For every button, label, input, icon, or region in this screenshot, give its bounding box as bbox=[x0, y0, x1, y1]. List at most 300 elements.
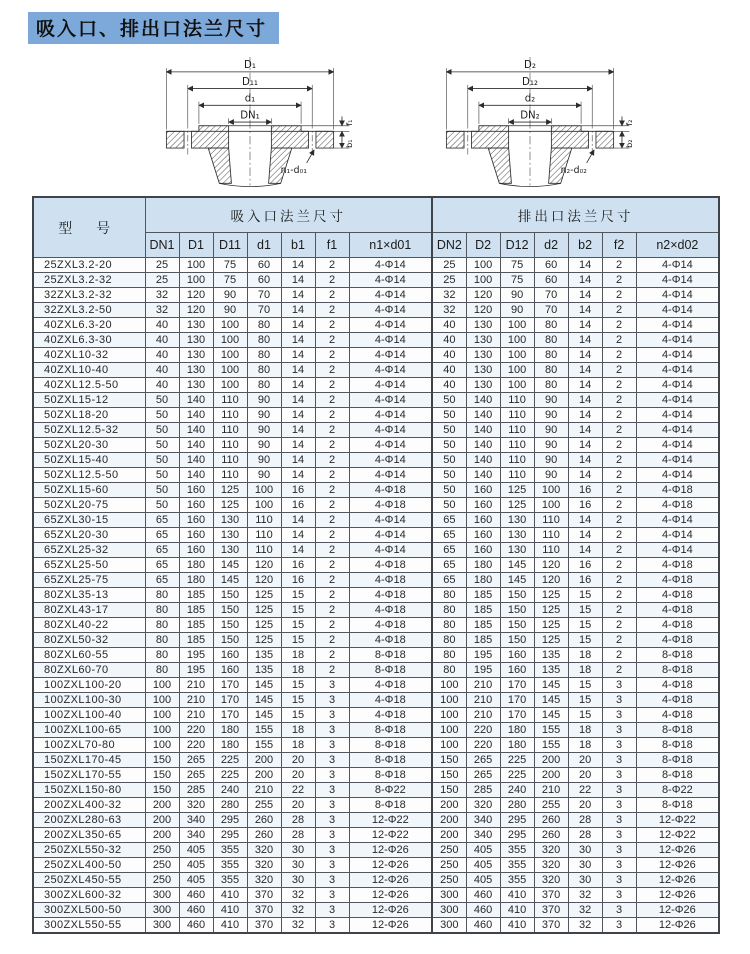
value-cell-dn1: 50 bbox=[145, 453, 179, 468]
value-cell-d11: 145 bbox=[213, 573, 247, 588]
model-cell: 250ZXL450-55 bbox=[33, 873, 145, 888]
value-cell-dn1: 32 bbox=[145, 288, 179, 303]
value-cell-dn2: 40 bbox=[432, 333, 466, 348]
value-cell-d12: 170 bbox=[500, 708, 534, 723]
model-cell: 32ZXL3.2-32 bbox=[33, 288, 145, 303]
value-cell-d2-face: 90 bbox=[534, 423, 568, 438]
value-cell-d1-face: 125 bbox=[247, 603, 281, 618]
table-row bbox=[33, 438, 719, 453]
value-cell-dn1: 250 bbox=[145, 858, 179, 873]
label-face-diameter-d2: d₂ bbox=[524, 93, 536, 105]
value-cell-d1-face: 320 bbox=[247, 873, 281, 888]
value-cell-d2: 195 bbox=[466, 648, 500, 663]
value-cell-d2-face: 100 bbox=[534, 483, 568, 498]
value-cell-f2: 2 bbox=[602, 528, 636, 543]
value-cell-d12: 130 bbox=[500, 528, 534, 543]
value-cell-d2: 100 bbox=[466, 258, 500, 273]
value-cell-n1xd01: 4-Φ18 bbox=[349, 693, 432, 708]
value-cell-d2-face: 120 bbox=[534, 558, 568, 573]
value-cell-d1-face: 200 bbox=[247, 753, 281, 768]
table-row bbox=[33, 648, 719, 663]
value-cell-d11: 100 bbox=[213, 363, 247, 378]
value-cell-dn2: 250 bbox=[432, 843, 466, 858]
value-cell-d12: 110 bbox=[500, 393, 534, 408]
model-cell: 80ZXL60-70 bbox=[33, 663, 145, 678]
value-cell-dn1: 40 bbox=[145, 378, 179, 393]
value-cell-dn1: 80 bbox=[145, 588, 179, 603]
value-cell-d12: 100 bbox=[500, 318, 534, 333]
label-bore-dn2: DN₂ bbox=[520, 110, 540, 122]
value-cell-b1: 32 bbox=[281, 888, 315, 903]
value-cell-n2xd02: 4-Φ18 bbox=[636, 498, 719, 513]
table-row bbox=[33, 483, 719, 498]
value-cell-b1: 14 bbox=[281, 303, 315, 318]
value-cell-f2: 2 bbox=[602, 588, 636, 603]
value-cell-n2xd02: 4-Φ14 bbox=[636, 438, 719, 453]
value-cell-f1: 2 bbox=[315, 573, 349, 588]
value-cell-dn2: 32 bbox=[432, 303, 466, 318]
value-cell-f1: 2 bbox=[315, 663, 349, 678]
value-cell-d2: 160 bbox=[466, 543, 500, 558]
model-cell: 200ZXL280-63 bbox=[33, 813, 145, 828]
value-cell-dn1: 250 bbox=[145, 843, 179, 858]
value-cell-d11: 180 bbox=[213, 738, 247, 753]
value-cell-d1: 185 bbox=[179, 618, 213, 633]
value-cell-dn2: 32 bbox=[432, 288, 466, 303]
value-cell-d12: 110 bbox=[500, 408, 534, 423]
value-cell-n2xd02: 4-Φ14 bbox=[636, 258, 719, 273]
value-cell-d1: 160 bbox=[179, 543, 213, 558]
table-row bbox=[33, 663, 719, 678]
value-cell-d12: 410 bbox=[500, 903, 534, 918]
value-cell-dn1: 300 bbox=[145, 903, 179, 918]
value-cell-d11: 240 bbox=[213, 783, 247, 798]
value-cell-d12: 240 bbox=[500, 783, 534, 798]
value-cell-d2: 185 bbox=[466, 618, 500, 633]
table-row bbox=[33, 783, 719, 798]
value-cell-f1: 2 bbox=[315, 618, 349, 633]
value-cell-d1-face: 80 bbox=[247, 378, 281, 393]
value-cell-dn1: 200 bbox=[145, 798, 179, 813]
column-header-d11: D11 bbox=[213, 233, 247, 258]
value-cell-d1: 140 bbox=[179, 393, 213, 408]
value-cell-d1: 160 bbox=[179, 528, 213, 543]
value-cell-d2-face: 80 bbox=[534, 318, 568, 333]
value-cell-d2-face: 320 bbox=[534, 843, 568, 858]
value-cell-f1: 3 bbox=[315, 873, 349, 888]
value-cell-f2: 2 bbox=[602, 468, 636, 483]
value-cell-d2-face: 320 bbox=[534, 873, 568, 888]
value-cell-f2: 2 bbox=[602, 483, 636, 498]
value-cell-n1xd01: 4-Φ14 bbox=[349, 273, 432, 288]
value-cell-dn1: 50 bbox=[145, 498, 179, 513]
value-cell-d1-face: 90 bbox=[247, 468, 281, 483]
value-cell-d1-face: 370 bbox=[247, 918, 281, 934]
value-cell-d2: 210 bbox=[466, 693, 500, 708]
value-cell-b1: 15 bbox=[281, 693, 315, 708]
value-cell-d1-face: 110 bbox=[247, 543, 281, 558]
table-row bbox=[33, 618, 719, 633]
value-cell-dn2: 150 bbox=[432, 753, 466, 768]
table-row bbox=[33, 423, 719, 438]
value-cell-f1: 3 bbox=[315, 888, 349, 903]
value-cell-n2xd02: 8-Φ18 bbox=[636, 798, 719, 813]
value-cell-n2xd02: 8-Φ18 bbox=[636, 738, 719, 753]
value-cell-n2xd02: 4-Φ14 bbox=[636, 333, 719, 348]
value-cell-d1: 320 bbox=[179, 798, 213, 813]
value-cell-dn2: 50 bbox=[432, 453, 466, 468]
value-cell-d1: 340 bbox=[179, 828, 213, 843]
value-cell-b2: 30 bbox=[568, 843, 602, 858]
value-cell-d11: 410 bbox=[213, 918, 247, 934]
value-cell-n1xd01: 12-Φ26 bbox=[349, 918, 432, 934]
value-cell-d2-face: 255 bbox=[534, 798, 568, 813]
value-cell-d12: 355 bbox=[500, 843, 534, 858]
value-cell-n2xd02: 4-Φ18 bbox=[636, 603, 719, 618]
value-cell-dn1: 100 bbox=[145, 693, 179, 708]
value-cell-d2: 460 bbox=[466, 903, 500, 918]
value-cell-d12: 110 bbox=[500, 453, 534, 468]
value-cell-d1: 130 bbox=[179, 348, 213, 363]
value-cell-d12: 410 bbox=[500, 918, 534, 934]
table-row bbox=[33, 903, 719, 918]
value-cell-n1xd01: 4-Φ14 bbox=[349, 318, 432, 333]
value-cell-d11: 110 bbox=[213, 408, 247, 423]
value-cell-b1: 14 bbox=[281, 378, 315, 393]
value-cell-dn1: 40 bbox=[145, 333, 179, 348]
value-cell-d2-face: 90 bbox=[534, 438, 568, 453]
value-cell-d1: 405 bbox=[179, 843, 213, 858]
value-cell-f2: 2 bbox=[602, 558, 636, 573]
value-cell-d1-face: 60 bbox=[247, 273, 281, 288]
value-cell-n2xd02: 8-Φ18 bbox=[636, 768, 719, 783]
model-cell: 300ZXL500-50 bbox=[33, 903, 145, 918]
model-cell: 250ZXL550-32 bbox=[33, 843, 145, 858]
discharge-flange-diagram bbox=[416, 44, 644, 188]
value-cell-dn2: 200 bbox=[432, 828, 466, 843]
value-cell-f2: 3 bbox=[602, 843, 636, 858]
value-cell-d11: 130 bbox=[213, 543, 247, 558]
value-cell-b2: 14 bbox=[568, 288, 602, 303]
value-cell-b2: 18 bbox=[568, 738, 602, 753]
value-cell-n1xd01: 4-Φ14 bbox=[349, 333, 432, 348]
value-cell-dn2: 65 bbox=[432, 528, 466, 543]
suction-group-header: 吸入口法兰尺寸 bbox=[145, 197, 432, 233]
value-cell-d1: 140 bbox=[179, 408, 213, 423]
value-cell-d2: 160 bbox=[466, 483, 500, 498]
value-cell-dn2: 40 bbox=[432, 363, 466, 378]
table-row bbox=[33, 528, 719, 543]
value-cell-d1: 100 bbox=[179, 258, 213, 273]
value-cell-d1-face: 155 bbox=[247, 723, 281, 738]
value-cell-f2: 2 bbox=[602, 603, 636, 618]
value-cell-d12: 355 bbox=[500, 858, 534, 873]
value-cell-b1: 20 bbox=[281, 798, 315, 813]
value-cell-n2xd02: 8-Φ18 bbox=[636, 648, 719, 663]
column-header-b2: b2 bbox=[568, 233, 602, 258]
value-cell-d2-face: 125 bbox=[534, 588, 568, 603]
value-cell-dn2: 200 bbox=[432, 813, 466, 828]
value-cell-d1: 120 bbox=[179, 303, 213, 318]
value-cell-d2-face: 135 bbox=[534, 663, 568, 678]
value-cell-f2: 3 bbox=[602, 708, 636, 723]
value-cell-d1-face: 100 bbox=[247, 498, 281, 513]
value-cell-b2: 20 bbox=[568, 753, 602, 768]
value-cell-d11: 355 bbox=[213, 873, 247, 888]
value-cell-f2: 3 bbox=[602, 888, 636, 903]
value-cell-f2: 2 bbox=[602, 393, 636, 408]
value-cell-dn2: 150 bbox=[432, 768, 466, 783]
table-row bbox=[33, 918, 719, 934]
value-cell-f2: 2 bbox=[602, 423, 636, 438]
value-cell-d1-face: 135 bbox=[247, 663, 281, 678]
model-cell: 300ZXL600-32 bbox=[33, 888, 145, 903]
value-cell-d1-face: 90 bbox=[247, 408, 281, 423]
value-cell-b1: 14 bbox=[281, 333, 315, 348]
value-cell-n2xd02: 12-Φ26 bbox=[636, 888, 719, 903]
value-cell-dn1: 200 bbox=[145, 828, 179, 843]
table-row bbox=[33, 558, 719, 573]
value-cell-b2: 16 bbox=[568, 483, 602, 498]
value-cell-f1: 3 bbox=[315, 708, 349, 723]
model-cell: 200ZXL400-32 bbox=[33, 798, 145, 813]
value-cell-f1: 2 bbox=[315, 438, 349, 453]
value-cell-d1-face: 70 bbox=[247, 288, 281, 303]
value-cell-b1: 14 bbox=[281, 273, 315, 288]
value-cell-b2: 14 bbox=[568, 423, 602, 438]
column-header-f1: f1 bbox=[315, 233, 349, 258]
value-cell-f1: 3 bbox=[315, 768, 349, 783]
value-cell-n1xd01: 12-Φ26 bbox=[349, 858, 432, 873]
value-cell-b1: 32 bbox=[281, 918, 315, 934]
value-cell-f1: 3 bbox=[315, 813, 349, 828]
value-cell-d2-face: 120 bbox=[534, 573, 568, 588]
value-cell-dn2: 50 bbox=[432, 498, 466, 513]
value-cell-n1xd01: 4-Φ18 bbox=[349, 633, 432, 648]
value-cell-dn2: 65 bbox=[432, 543, 466, 558]
value-cell-n1xd01: 4-Φ18 bbox=[349, 498, 432, 513]
column-header-dn1: DN1 bbox=[145, 233, 179, 258]
value-cell-f1: 3 bbox=[315, 858, 349, 873]
value-cell-f2: 2 bbox=[602, 573, 636, 588]
value-cell-d11: 110 bbox=[213, 453, 247, 468]
value-cell-d12: 150 bbox=[500, 603, 534, 618]
value-cell-f2: 2 bbox=[602, 648, 636, 663]
model-cell: 150ZXL150-80 bbox=[33, 783, 145, 798]
table-row bbox=[33, 333, 719, 348]
value-cell-d1-face: 260 bbox=[247, 828, 281, 843]
value-cell-b1: 14 bbox=[281, 453, 315, 468]
value-cell-b1: 30 bbox=[281, 858, 315, 873]
value-cell-n2xd02: 4-Φ18 bbox=[636, 708, 719, 723]
value-cell-d11: 355 bbox=[213, 843, 247, 858]
value-cell-n2xd02: 4-Φ14 bbox=[636, 543, 719, 558]
value-cell-b2: 28 bbox=[568, 813, 602, 828]
value-cell-f2: 2 bbox=[602, 378, 636, 393]
value-cell-dn1: 50 bbox=[145, 483, 179, 498]
value-cell-d11: 150 bbox=[213, 603, 247, 618]
value-cell-n1xd01: 4-Φ18 bbox=[349, 678, 432, 693]
model-cell: 50ZXL15-12 bbox=[33, 393, 145, 408]
value-cell-dn1: 32 bbox=[145, 303, 179, 318]
value-cell-d2: 460 bbox=[466, 888, 500, 903]
column-header-n2xd02: n2×d02 bbox=[636, 233, 719, 258]
value-cell-d2-face: 110 bbox=[534, 543, 568, 558]
value-cell-f1: 2 bbox=[315, 498, 349, 513]
value-cell-dn1: 65 bbox=[145, 573, 179, 588]
model-cell: 40ZXL10-32 bbox=[33, 348, 145, 363]
model-cell: 250ZXL400-50 bbox=[33, 858, 145, 873]
value-cell-d11: 160 bbox=[213, 648, 247, 663]
value-cell-d1-face: 370 bbox=[247, 888, 281, 903]
value-cell-d12: 110 bbox=[500, 423, 534, 438]
value-cell-b2: 16 bbox=[568, 498, 602, 513]
value-cell-b1: 30 bbox=[281, 873, 315, 888]
column-header-d1: D1 bbox=[179, 233, 213, 258]
value-cell-d1-face: 255 bbox=[247, 798, 281, 813]
value-cell-f2: 2 bbox=[602, 438, 636, 453]
value-cell-d12: 170 bbox=[500, 678, 534, 693]
value-cell-d2: 220 bbox=[466, 738, 500, 753]
flange-dimensions-table bbox=[32, 196, 720, 934]
value-cell-b2: 32 bbox=[568, 903, 602, 918]
column-header-d12: D12 bbox=[500, 233, 534, 258]
table-row bbox=[33, 843, 719, 858]
value-cell-d1-face: 110 bbox=[247, 513, 281, 528]
value-cell-d12: 410 bbox=[500, 888, 534, 903]
value-cell-b1: 15 bbox=[281, 678, 315, 693]
value-cell-d2-face: 370 bbox=[534, 918, 568, 934]
table-row bbox=[33, 828, 719, 843]
model-cell: 65ZXL25-32 bbox=[33, 543, 145, 558]
model-cell: 100ZXL100-65 bbox=[33, 723, 145, 738]
value-cell-f1: 2 bbox=[315, 408, 349, 423]
value-cell-b2: 32 bbox=[568, 918, 602, 934]
value-cell-d2-face: 100 bbox=[534, 498, 568, 513]
value-cell-d1: 180 bbox=[179, 573, 213, 588]
value-cell-d11: 355 bbox=[213, 858, 247, 873]
value-cell-f1: 2 bbox=[315, 378, 349, 393]
value-cell-b1: 14 bbox=[281, 363, 315, 378]
value-cell-d1: 130 bbox=[179, 333, 213, 348]
value-cell-f1: 2 bbox=[315, 648, 349, 663]
model-cell: 40ZXL10-40 bbox=[33, 363, 145, 378]
model-cell: 32ZXL3.2-50 bbox=[33, 303, 145, 318]
value-cell-n2xd02: 8-Φ18 bbox=[636, 663, 719, 678]
value-cell-d2-face: 260 bbox=[534, 813, 568, 828]
value-cell-d2: 185 bbox=[466, 603, 500, 618]
value-cell-dn2: 100 bbox=[432, 708, 466, 723]
value-cell-n1xd01: 12-Φ22 bbox=[349, 813, 432, 828]
value-cell-d2-face: 70 bbox=[534, 303, 568, 318]
value-cell-d1: 405 bbox=[179, 873, 213, 888]
table-row bbox=[33, 303, 719, 318]
value-cell-d2-face: 80 bbox=[534, 378, 568, 393]
value-cell-d2: 460 bbox=[466, 918, 500, 934]
suction-flange-diagram bbox=[136, 44, 364, 188]
value-cell-dn2: 100 bbox=[432, 723, 466, 738]
value-cell-n2xd02: 12-Φ26 bbox=[636, 903, 719, 918]
value-cell-f2: 2 bbox=[602, 288, 636, 303]
value-cell-n2xd02: 4-Φ14 bbox=[636, 468, 719, 483]
value-cell-d1: 265 bbox=[179, 768, 213, 783]
value-cell-f1: 2 bbox=[315, 513, 349, 528]
value-cell-b2: 14 bbox=[568, 453, 602, 468]
value-cell-f1: 2 bbox=[315, 288, 349, 303]
value-cell-b1: 14 bbox=[281, 318, 315, 333]
column-header-dn2: DN2 bbox=[432, 233, 466, 258]
model-cell: 300ZXL550-55 bbox=[33, 918, 145, 934]
value-cell-dn2: 80 bbox=[432, 633, 466, 648]
value-cell-d2-face: 90 bbox=[534, 453, 568, 468]
value-cell-f1: 3 bbox=[315, 693, 349, 708]
table-row bbox=[33, 723, 719, 738]
value-cell-d11: 110 bbox=[213, 438, 247, 453]
value-cell-b1: 18 bbox=[281, 648, 315, 663]
value-cell-f1: 2 bbox=[315, 603, 349, 618]
label-face-height-f2: f₂ bbox=[624, 119, 635, 126]
value-cell-f2: 3 bbox=[602, 723, 636, 738]
value-cell-d11: 170 bbox=[213, 693, 247, 708]
value-cell-n1xd01: 12-Φ22 bbox=[349, 828, 432, 843]
value-cell-b2: 20 bbox=[568, 768, 602, 783]
value-cell-d11: 75 bbox=[213, 258, 247, 273]
value-cell-b2: 14 bbox=[568, 528, 602, 543]
value-cell-d2-face: 90 bbox=[534, 393, 568, 408]
value-cell-d12: 130 bbox=[500, 543, 534, 558]
value-cell-f1: 3 bbox=[315, 903, 349, 918]
value-cell-d12: 295 bbox=[500, 813, 534, 828]
value-cell-d11: 150 bbox=[213, 588, 247, 603]
value-cell-d2: 185 bbox=[466, 633, 500, 648]
value-cell-f2: 3 bbox=[602, 873, 636, 888]
column-header-n1xd01: n1×d01 bbox=[349, 233, 432, 258]
value-cell-d12: 100 bbox=[500, 333, 534, 348]
value-cell-n1xd01: 4-Φ14 bbox=[349, 378, 432, 393]
value-cell-d1: 185 bbox=[179, 603, 213, 618]
value-cell-b1: 16 bbox=[281, 498, 315, 513]
model-cell: 40ZXL6.3-30 bbox=[33, 333, 145, 348]
value-cell-n1xd01: 4-Φ18 bbox=[349, 558, 432, 573]
value-cell-d2-face: 145 bbox=[534, 708, 568, 723]
value-cell-b2: 15 bbox=[568, 633, 602, 648]
value-cell-d1-face: 100 bbox=[247, 483, 281, 498]
value-cell-n2xd02: 4-Φ14 bbox=[636, 528, 719, 543]
value-cell-d2-face: 370 bbox=[534, 903, 568, 918]
value-cell-d1: 210 bbox=[179, 708, 213, 723]
value-cell-dn1: 80 bbox=[145, 618, 179, 633]
value-cell-d1-face: 125 bbox=[247, 588, 281, 603]
value-cell-f2: 3 bbox=[602, 738, 636, 753]
value-cell-n1xd01: 4-Φ14 bbox=[349, 513, 432, 528]
value-cell-f1: 2 bbox=[315, 633, 349, 648]
value-cell-d2: 340 bbox=[466, 813, 500, 828]
value-cell-n1xd01: 12-Φ26 bbox=[349, 843, 432, 858]
value-cell-d11: 110 bbox=[213, 423, 247, 438]
value-cell-f2: 2 bbox=[602, 273, 636, 288]
value-cell-b2: 32 bbox=[568, 888, 602, 903]
value-cell-n1xd01: 4-Φ14 bbox=[349, 423, 432, 438]
value-cell-b2: 14 bbox=[568, 438, 602, 453]
label-bolt-holes-n1-d01: n₁-d₀₁ bbox=[280, 165, 307, 177]
model-cell: 80ZXL60-55 bbox=[33, 648, 145, 663]
value-cell-f2: 3 bbox=[602, 918, 636, 934]
value-cell-f1: 2 bbox=[315, 273, 349, 288]
value-cell-b2: 14 bbox=[568, 513, 602, 528]
value-cell-dn1: 80 bbox=[145, 663, 179, 678]
table-row bbox=[33, 768, 719, 783]
value-cell-d1-face: 80 bbox=[247, 363, 281, 378]
